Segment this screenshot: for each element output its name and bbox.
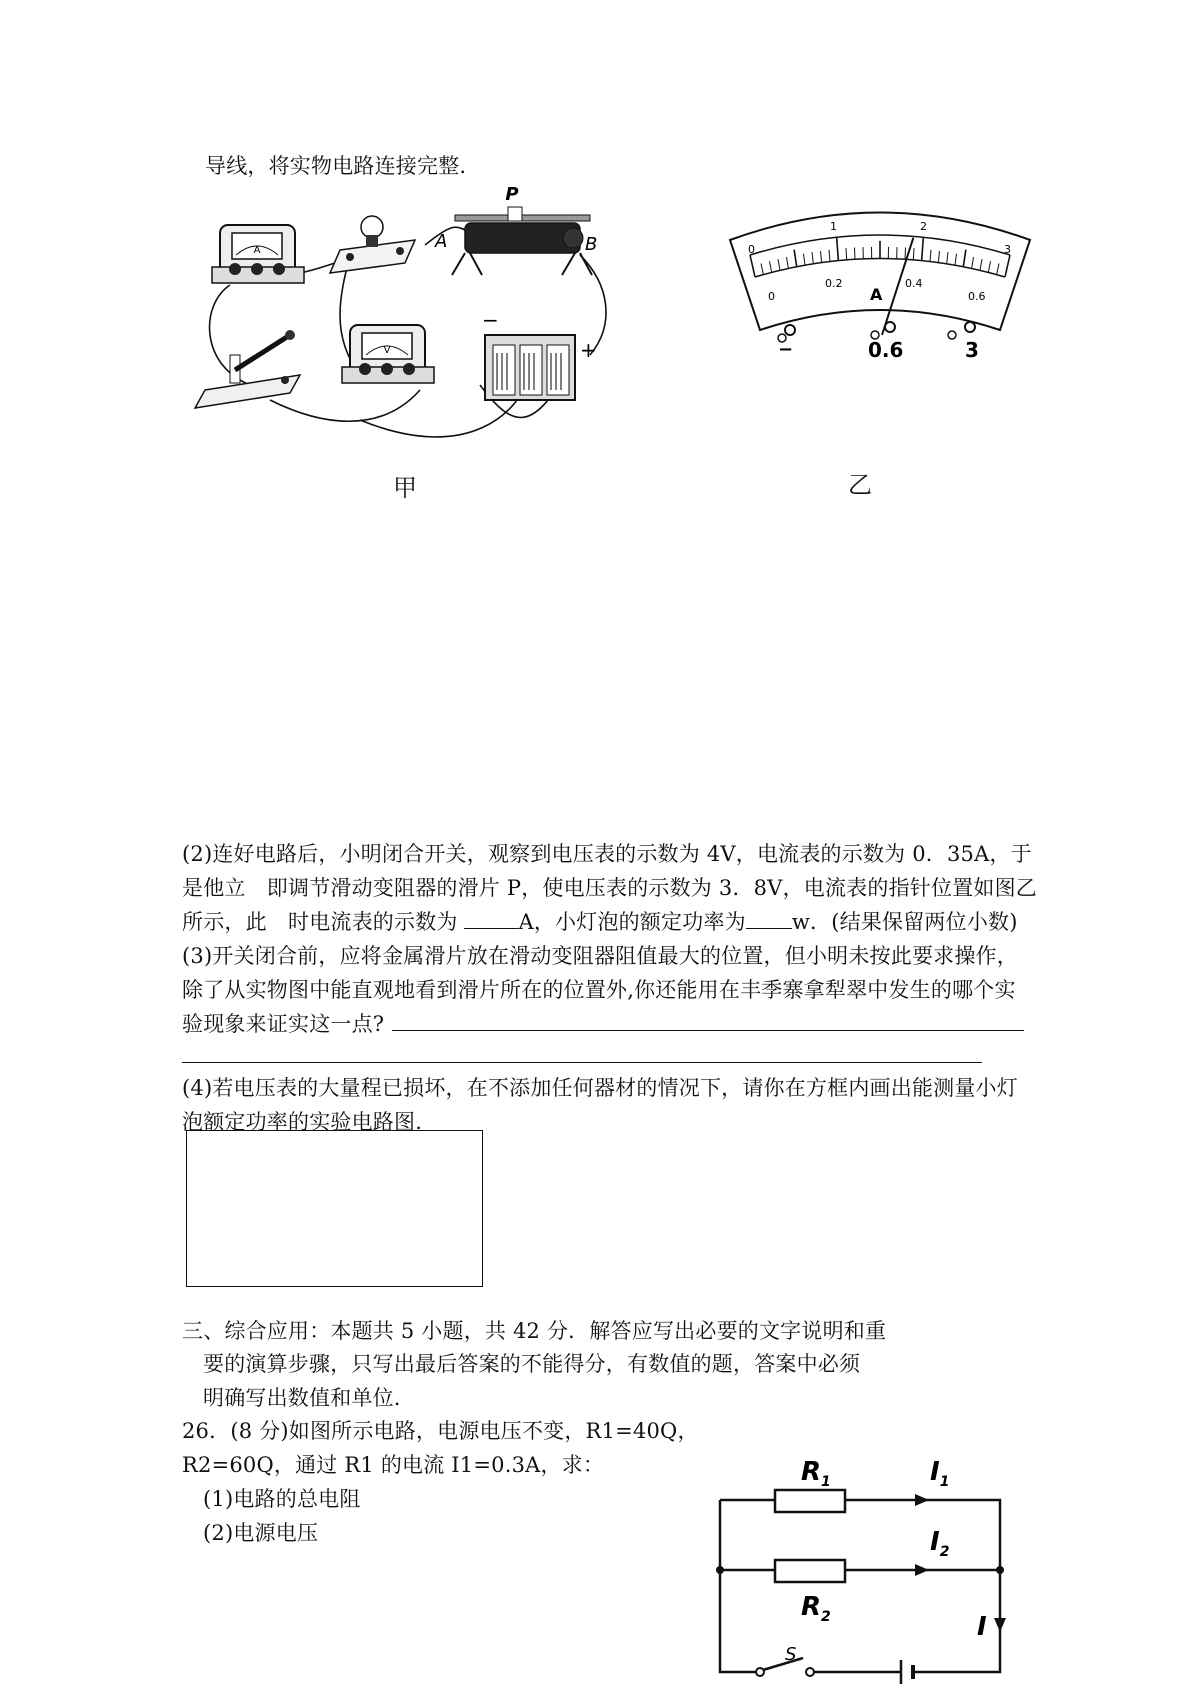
upper-tick-label: 2 xyxy=(920,220,927,233)
svg-text:V: V xyxy=(383,345,391,356)
figure-jia-caption: 甲 xyxy=(393,474,417,502)
section3-line2: 要的演算步骤，只写出最后答案的不能得分，有数值的题，答案中必须 xyxy=(203,1352,861,1376)
lamp-bulb xyxy=(330,216,415,273)
section3-line1: 三、综合应用：本题共 5 小题，共 42 分．解答应写出必要的文字说明和重 xyxy=(182,1319,887,1343)
voltmeter-device xyxy=(342,325,434,383)
q26-sub2: (2)电源电压 xyxy=(203,1521,319,1545)
svg-text:−: − xyxy=(778,339,794,360)
arrow-i2 xyxy=(915,1564,929,1576)
arrow-i1 xyxy=(915,1494,929,1506)
svg-text:R1: $R_1$ xyxy=(801,1457,831,1490)
svg-text:A: A xyxy=(253,245,261,256)
scale-tick xyxy=(905,248,906,260)
q26-line2: R2=60Q，通过 R1 的电流 I1=0.3A，求： xyxy=(182,1453,605,1477)
q3-line2: 除了从实物图中能直观地看到滑片所在的位置外,你还能用在丰季寨拿犁翠中发生的哪个实 xyxy=(182,978,1016,1002)
lower-tick-label: 0 xyxy=(768,290,775,303)
unit-label: A xyxy=(870,285,883,304)
svg-text:I1: $I_1$ xyxy=(930,1457,950,1490)
q2-line1: (2)连好电路后，小明闭合开关，观察到电压表的示数为 4V，电流表的示数为 0．35A，于 xyxy=(182,842,1032,866)
lower-tick-label: 0.6 xyxy=(968,290,986,303)
svg-text:+: + xyxy=(580,338,597,362)
answer-blank-power[interactable] xyxy=(746,928,792,929)
svg-text:I2: $I_2$ xyxy=(930,1527,950,1560)
svg-text:I: I xyxy=(977,1612,987,1642)
switch-blade xyxy=(763,1658,803,1670)
lower-tick-label: 0.2 xyxy=(825,277,843,290)
resistor-r1 xyxy=(775,1490,845,1512)
lower-tick-label: 0.4 xyxy=(905,277,923,290)
figure-yi-caption: 乙 xyxy=(848,471,872,499)
rheostat xyxy=(434,184,597,275)
answer-line-q3-b[interactable] xyxy=(182,1062,982,1063)
scale-tick xyxy=(846,248,847,260)
terminal-minus xyxy=(778,325,795,360)
answer-drawing-box[interactable] xyxy=(186,1130,483,1287)
svg-text:P: P xyxy=(505,184,519,205)
answer-blank-current[interactable] xyxy=(464,928,518,929)
terminal-3 xyxy=(948,322,979,362)
figure-jia-physical-circuit xyxy=(190,184,670,495)
wire xyxy=(270,390,420,421)
upper-tick-label: 3 xyxy=(1004,243,1011,256)
scale-tick xyxy=(855,248,856,260)
battery-pack xyxy=(482,308,597,400)
scale-tick xyxy=(913,248,914,260)
wire-outer xyxy=(720,1500,1000,1672)
svg-text:R2: $R_2$ xyxy=(801,1592,831,1625)
arrow-i xyxy=(994,1618,1006,1632)
upper-tick-label: 0 xyxy=(748,243,755,256)
svg-text:−: − xyxy=(482,308,499,332)
circuit-diagram xyxy=(715,1440,1015,1690)
svg-text:3: 3 xyxy=(965,338,979,362)
svg-text:S: S xyxy=(785,1644,797,1665)
figure-yi-ammeter-dial xyxy=(720,195,1040,420)
terminal-0-6 xyxy=(868,322,903,362)
svg-text:0.6: 0.6 xyxy=(868,338,904,362)
q26-sub1: (1)电路的总电阻 xyxy=(203,1487,361,1511)
q26-line1: 26．(8 分)如图所示电路，电源电压不变，R1=40Q， xyxy=(182,1419,699,1443)
q4-line1: (4)若电压表的大量程已损坏，在不添加任何器材的情况下，请你在方框内画出能测量小灯 xyxy=(182,1076,1018,1100)
answer-line-q3-a[interactable] xyxy=(392,1030,1024,1031)
upper-tick-label: 1 xyxy=(830,220,837,233)
intro-text: 导线，将实物电路连接完整. xyxy=(205,154,467,178)
section3-line3: 明确写出数值和单位. xyxy=(203,1386,401,1410)
ammeter-device xyxy=(212,225,304,283)
q2-line2: 是他立 即调节滑动变阻器的滑片 P，使电压表的示数为 3．8V，电流表的指针位置如图乙 xyxy=(182,876,1037,900)
resistor-r2 xyxy=(775,1560,845,1582)
svg-text:A: A xyxy=(435,231,448,252)
q2-line3: 所示，此 时电流表的示数为 A，小灯泡的额定功率为 w．(结果保留两位小数) xyxy=(182,910,1018,934)
svg-text:B: B xyxy=(585,234,598,255)
q3-line3: 验现象来证实这一点? xyxy=(182,1012,385,1036)
q3-line1: (3)开关闭合前，应将金属滑片放在滑动变阻器阻值最大的位置，但小明未按此要求操作， xyxy=(182,944,1018,968)
q4-line2: 泡额定功率的实验电路图. xyxy=(182,1110,423,1134)
